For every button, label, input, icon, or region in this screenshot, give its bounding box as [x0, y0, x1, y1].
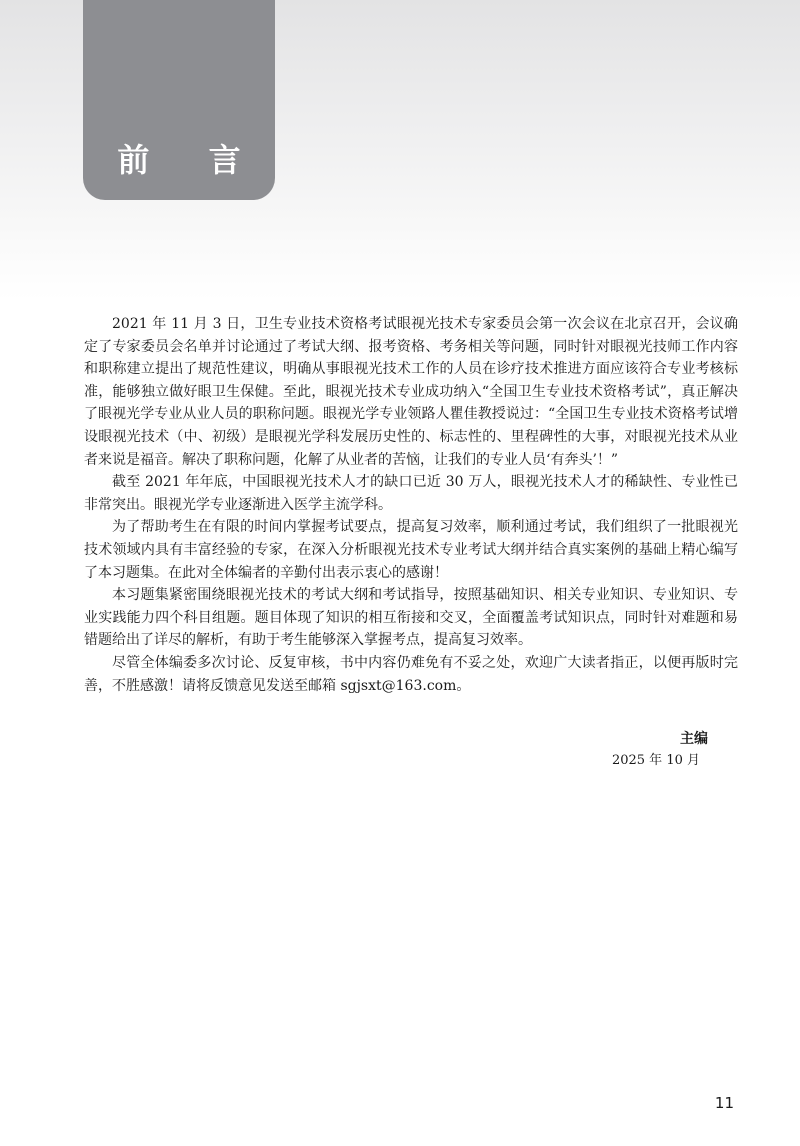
- preface-body: [84, 313, 738, 697]
- signature-name: 主编: [680, 731, 708, 747]
- page-number: 11: [714, 1094, 734, 1112]
- chapter-title-tab: [83, 0, 275, 200]
- paragraph-1: 2021 年 11 月 3 日，卫生专业技术资格考试眼视光技术专家委员会第一次会议在北京召开，会议确定了专家委员会名单并讨论通过了考试大纲、报考资格、考务相关等问题，同时针对眼视光技师工作内容和职称建立提出了规范性建议，明确从事眼视光技术工作的人员在诊疗技术推进方面应该符合专业考核标准，能够独立做好眼卫生保健。至此，眼视光技术专业成功纳入“全国卫生专业技术资格考试”，真正解决了眼视光学专业从业人员的职称问题。眼视光学专业领路人瞿佳教授说过：“全国卫生专业技术资格考试增设眼视光技术（中、初级）是眼视光学科发展历史性的、标志性的、里程碑性的大事，对眼视光技术从业者来说是福音。解决了职称问题，化解了从业者的苦恼，让我们的专业人员‘有奔头’！”: [84, 316, 738, 468]
- paragraph-3: 为了帮助考生在有限的时间内掌握考试要点，提高复习效率，顺利通过考试，我们组织了一批眼视光技术领域内具有丰富经验的专家，在深入分析眼视光技术专业考试大纲并结合真实案例的基础上精心编写了本习题集。在此对全体编者的辛勤付出表示衷心的感谢！: [84, 519, 738, 581]
- paragraph-4: 本习题集紧密围绕眼视光技术的考试大纲和考试指导，按照基础知识、相关专业知识、专业知识、专业实践能力四个科目组题。题目体现了知识的相互衔接和交叉，全面覆盖考试知识点，同时针对难题和易错题给出了详尽的解析，有助于考生能够深入掌握考点，提高复习效率。: [84, 587, 738, 649]
- signature-block: [611, 728, 708, 772]
- paragraph-2: 截至 2021 年年底，中国眼视光技术人才的缺口已近 30 万人，眼视光技术人才的稀缺性、专业性已非常突出。眼视光学专业逐渐进入医学主流学科。: [84, 474, 738, 513]
- signature-date: 2025 年 10 月: [611, 753, 700, 768]
- page-title: 前 言: [117, 141, 265, 179]
- paragraph-5: 尽管全体编委多次讨论、反复审核，书中内容仍难免有不妥之处，欢迎广大读者指正，以便再版时完善，不胜感激！请将反馈意见发送至邮箱 sgjsxt@163.com。: [84, 654, 738, 694]
